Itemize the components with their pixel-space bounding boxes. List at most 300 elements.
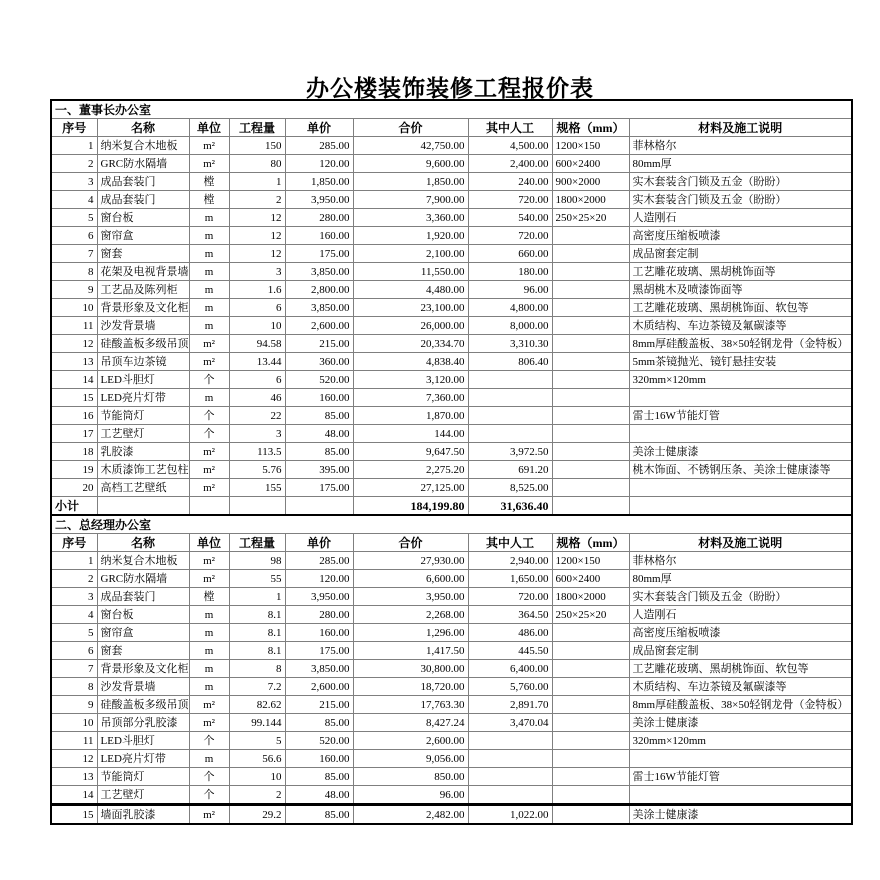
section-title-row — [51, 100, 852, 119]
cell-unit-price: 215.00 — [285, 335, 353, 353]
cell-labor: 180.00 — [468, 263, 552, 281]
cell-qty: 98 — [229, 552, 285, 570]
cell-labor: 486.00 — [468, 624, 552, 642]
cell-name: LED亮片灯带 — [97, 750, 189, 768]
cell-qty: 56.6 — [229, 750, 285, 768]
cell-labor — [468, 750, 552, 768]
cell-labor — [468, 407, 552, 425]
cell-unit-price: 48.00 — [285, 786, 353, 805]
cell-labor: 3,310.30 — [468, 335, 552, 353]
cell-unit: m — [189, 389, 229, 407]
cell-total: 3,950.00 — [353, 588, 468, 606]
column-header: 规格（mm） — [552, 119, 629, 137]
table-row — [51, 191, 852, 209]
cell-unit: m — [189, 227, 229, 245]
cell-unit: m² — [189, 443, 229, 461]
table-row — [51, 479, 852, 497]
cell-unit-price: 85.00 — [285, 714, 353, 732]
cell-no: 7 — [51, 660, 97, 678]
cell-spec — [552, 281, 629, 299]
table-row — [51, 642, 852, 660]
cell-no: 19 — [51, 461, 97, 479]
cell-spec — [552, 371, 629, 389]
cell-name: 窗帘盒 — [97, 624, 189, 642]
quotation-table-body — [51, 100, 852, 824]
cell-unit: m² — [189, 461, 229, 479]
cell-unit: m² — [189, 353, 229, 371]
cell-total: 17,763.30 — [353, 696, 468, 714]
cell-name: 沙发背景墙 — [97, 678, 189, 696]
page-title: 办公楼装饰装修工程报价表 — [306, 76, 594, 101]
column-header: 合价 — [353, 119, 468, 137]
cell-no: 14 — [51, 371, 97, 389]
section-title: 一、董事长办公室 — [51, 100, 852, 119]
cell-total: 27,125.00 — [353, 479, 468, 497]
cell-spec — [552, 353, 629, 371]
cell-note: 成品窗套定制 — [629, 642, 852, 660]
cell-unit-price: 280.00 — [285, 209, 353, 227]
cell-spec: 600×2400 — [552, 570, 629, 588]
cell-name: GRC防水隔墙 — [97, 155, 189, 173]
cell-no: 9 — [51, 696, 97, 714]
cell-labor: 8,000.00 — [468, 317, 552, 335]
table-row — [51, 173, 852, 191]
cell-name: 墙面乳胶漆 — [97, 805, 189, 825]
cell-total: 96.00 — [353, 786, 468, 805]
cell-labor: 806.40 — [468, 353, 552, 371]
cell-spec — [552, 299, 629, 317]
cell-no: 11 — [51, 732, 97, 750]
cell-total: 2,275.20 — [353, 461, 468, 479]
cell-name: 窗帘盒 — [97, 227, 189, 245]
cell-unit-price: 3,950.00 — [285, 191, 353, 209]
cell-total: 27,930.00 — [353, 552, 468, 570]
cell-note: 实木套装含门锁及五金（盼盼） — [629, 173, 852, 191]
cell-spec — [552, 768, 629, 786]
cell-total: 2,600.00 — [353, 732, 468, 750]
cell-total: 4,480.00 — [353, 281, 468, 299]
cell-unit-price: 85.00 — [285, 768, 353, 786]
subtotal-empty-cell — [552, 497, 629, 516]
cell-unit: 樘 — [189, 191, 229, 209]
cell-unit-price: 285.00 — [285, 552, 353, 570]
cell-labor: 96.00 — [468, 281, 552, 299]
cell-note: 8mm厚硅酸盖板、38×50轻钢龙骨（金特板） — [629, 696, 852, 714]
cell-note: 人造刚石 — [629, 209, 852, 227]
cell-labor: 2,400.00 — [468, 155, 552, 173]
cell-total: 9,600.00 — [353, 155, 468, 173]
cell-no: 13 — [51, 353, 97, 371]
table-row — [51, 732, 852, 750]
table-row — [51, 281, 852, 299]
cell-no: 20 — [51, 479, 97, 497]
table-row — [51, 137, 852, 155]
cell-unit-price: 360.00 — [285, 353, 353, 371]
cell-labor: 720.00 — [468, 588, 552, 606]
cell-total: 42,750.00 — [353, 137, 468, 155]
cell-unit-price: 520.00 — [285, 732, 353, 750]
cell-labor: 660.00 — [468, 245, 552, 263]
cell-labor: 720.00 — [468, 191, 552, 209]
table-row — [51, 678, 852, 696]
cell-no: 11 — [51, 317, 97, 335]
cell-qty: 8 — [229, 660, 285, 678]
cell-unit: 个 — [189, 407, 229, 425]
cell-qty: 5.76 — [229, 461, 285, 479]
cell-unit-price: 3,950.00 — [285, 588, 353, 606]
cell-total: 850.00 — [353, 768, 468, 786]
cell-labor: 4,500.00 — [468, 137, 552, 155]
cell-name: 纳米复合木地板 — [97, 137, 189, 155]
cell-unit: m² — [189, 714, 229, 732]
cell-spec — [552, 407, 629, 425]
table-row — [51, 335, 852, 353]
cell-spec: 250×25×20 — [552, 606, 629, 624]
table-row — [51, 660, 852, 678]
cell-unit-price: 2,600.00 — [285, 317, 353, 335]
table-row — [51, 371, 852, 389]
cell-total: 1,417.50 — [353, 642, 468, 660]
cell-labor — [468, 786, 552, 805]
subtotal-empty-cell — [229, 497, 285, 516]
cell-unit-price: 215.00 — [285, 696, 353, 714]
cell-spec — [552, 786, 629, 805]
cell-total: 2,482.00 — [353, 805, 468, 825]
cell-note: 高密度压缩板喷漆 — [629, 624, 852, 642]
cell-labor: 3,972.50 — [468, 443, 552, 461]
cell-spec — [552, 732, 629, 750]
column-header-row — [51, 119, 852, 137]
cell-qty: 99.144 — [229, 714, 285, 732]
table-row — [51, 570, 852, 588]
cell-total: 7,900.00 — [353, 191, 468, 209]
cell-total: 11,550.00 — [353, 263, 468, 281]
cell-spec — [552, 443, 629, 461]
column-header: 工程量 — [229, 534, 285, 552]
cell-note: 320mm×120mm — [629, 371, 852, 389]
cell-note: 美涂士健康漆 — [629, 714, 852, 732]
cell-note — [629, 479, 852, 497]
cell-labor: 540.00 — [468, 209, 552, 227]
cell-no: 13 — [51, 768, 97, 786]
cell-unit: m² — [189, 335, 229, 353]
cell-total: 9,056.00 — [353, 750, 468, 768]
cell-qty: 80 — [229, 155, 285, 173]
column-header: 名称 — [97, 534, 189, 552]
cell-name: 背景形象及文化柜 — [97, 299, 189, 317]
cell-qty: 7.2 — [229, 678, 285, 696]
table-row — [51, 227, 852, 245]
subtotal-empty-cell — [189, 497, 229, 516]
cell-note: 桃木饰面、不锈钢压条、美涂士健康漆等 — [629, 461, 852, 479]
cell-labor — [468, 371, 552, 389]
table-row — [51, 425, 852, 443]
cell-unit-price: 2,600.00 — [285, 678, 353, 696]
column-header-row — [51, 534, 852, 552]
cell-no: 2 — [51, 570, 97, 588]
cell-unit: 樘 — [189, 173, 229, 191]
cell-total: 1,920.00 — [353, 227, 468, 245]
cell-note: 工艺雕花玻璃、黑胡桃饰面、软包等 — [629, 660, 852, 678]
cell-total: 1,870.00 — [353, 407, 468, 425]
cell-unit: m — [189, 263, 229, 281]
cell-no: 5 — [51, 624, 97, 642]
cell-name: 高档工艺壁纸 — [97, 479, 189, 497]
cell-labor: 3,470.04 — [468, 714, 552, 732]
column-header: 其中人工 — [468, 119, 552, 137]
cell-note: 木质结构、车边茶镜及氟碳漆等 — [629, 678, 852, 696]
cell-unit: m² — [189, 570, 229, 588]
table-row — [51, 588, 852, 606]
cell-note: 80mm厚 — [629, 155, 852, 173]
cell-total: 18,720.00 — [353, 678, 468, 696]
cell-qty: 46 — [229, 389, 285, 407]
cell-spec — [552, 642, 629, 660]
subtotal-label: 小计 — [51, 497, 97, 516]
cell-name: 窗台板 — [97, 606, 189, 624]
cell-unit: m² — [189, 696, 229, 714]
table-row — [51, 299, 852, 317]
cell-note — [629, 389, 852, 407]
cell-unit-price: 85.00 — [285, 805, 353, 825]
cell-name: 成品套装门 — [97, 588, 189, 606]
cell-unit: m — [189, 624, 229, 642]
cell-unit-price: 160.00 — [285, 227, 353, 245]
table-row — [51, 209, 852, 227]
table-row — [51, 624, 852, 642]
cell-total: 4,838.40 — [353, 353, 468, 371]
cell-labor: 240.00 — [468, 173, 552, 191]
cell-no: 10 — [51, 299, 97, 317]
cell-name: 背景形象及文化柜 — [97, 660, 189, 678]
cell-note: 实木套装含门锁及五金（盼盼） — [629, 191, 852, 209]
cell-unit-price: 175.00 — [285, 642, 353, 660]
cell-qty: 1.6 — [229, 281, 285, 299]
cell-total: 3,360.00 — [353, 209, 468, 227]
cell-spec — [552, 479, 629, 497]
cell-name: 工艺壁灯 — [97, 425, 189, 443]
cell-name: 成品套装门 — [97, 191, 189, 209]
cell-unit-price: 160.00 — [285, 389, 353, 407]
cell-unit-price: 160.00 — [285, 624, 353, 642]
table-row — [51, 155, 852, 173]
cell-unit: m² — [189, 479, 229, 497]
cell-qty: 22 — [229, 407, 285, 425]
cell-unit-price: 120.00 — [285, 155, 353, 173]
cell-name: 节能筒灯 — [97, 407, 189, 425]
cell-note: 高密度压缩板喷漆 — [629, 227, 852, 245]
table-row — [51, 245, 852, 263]
column-header: 序号 — [51, 534, 97, 552]
cell-unit: m² — [189, 552, 229, 570]
cell-labor: 4,800.00 — [468, 299, 552, 317]
cell-note: 实木套装含门锁及五金（盼盼） — [629, 588, 852, 606]
cell-spec: 1800×2000 — [552, 588, 629, 606]
cell-note: 成品窗套定制 — [629, 245, 852, 263]
cell-no: 1 — [51, 552, 97, 570]
cell-unit: 个 — [189, 786, 229, 805]
cell-name: 纳米复合木地板 — [97, 552, 189, 570]
subtotal-empty-cell — [285, 497, 353, 516]
table-row — [51, 750, 852, 768]
cell-unit: m — [189, 660, 229, 678]
cell-qty: 1 — [229, 588, 285, 606]
cell-unit-price: 48.00 — [285, 425, 353, 443]
cell-spec: 600×2400 — [552, 155, 629, 173]
cell-qty: 8.1 — [229, 642, 285, 660]
table-row — [51, 443, 852, 461]
cell-note: 320mm×120mm — [629, 732, 852, 750]
cell-spec: 250×25×20 — [552, 209, 629, 227]
subtotal-empty-cell — [629, 497, 852, 516]
cell-unit: 个 — [189, 768, 229, 786]
cell-name: 木质漆饰工艺包柱 — [97, 461, 189, 479]
cell-no: 18 — [51, 443, 97, 461]
cell-spec — [552, 678, 629, 696]
cell-unit: m — [189, 606, 229, 624]
cell-name: 成品套装门 — [97, 173, 189, 191]
cell-name: LED亮片灯带 — [97, 389, 189, 407]
cell-name: 吊顶部分乳胶漆 — [97, 714, 189, 732]
cell-spec: 1800×2000 — [552, 191, 629, 209]
cell-total: 2,268.00 — [353, 606, 468, 624]
table-row — [51, 714, 852, 732]
cell-qty: 8.1 — [229, 606, 285, 624]
cell-qty: 155 — [229, 479, 285, 497]
cell-qty: 113.5 — [229, 443, 285, 461]
cell-no: 16 — [51, 407, 97, 425]
cell-labor: 6,400.00 — [468, 660, 552, 678]
cell-unit: m² — [189, 155, 229, 173]
cell-name: 硅酸盖板多级吊顶 — [97, 335, 189, 353]
cell-qty: 13.44 — [229, 353, 285, 371]
cell-note: 菲林格尔 — [629, 137, 852, 155]
table-row — [51, 786, 852, 805]
cell-unit-price: 3,850.00 — [285, 660, 353, 678]
table-row — [51, 317, 852, 335]
cell-unit: m — [189, 317, 229, 335]
cell-no: 1 — [51, 137, 97, 155]
cell-qty: 1 — [229, 173, 285, 191]
cell-spec — [552, 714, 629, 732]
cell-qty: 12 — [229, 227, 285, 245]
cell-note: 木质结构、车边茶镜及氟碳漆等 — [629, 317, 852, 335]
cell-total: 2,100.00 — [353, 245, 468, 263]
column-header: 材料及施工说明 — [629, 119, 852, 137]
cell-name: 窗台板 — [97, 209, 189, 227]
cell-no: 4 — [51, 606, 97, 624]
cell-unit-price: 3,850.00 — [285, 263, 353, 281]
table-row — [51, 768, 852, 786]
cell-no: 10 — [51, 714, 97, 732]
cell-total: 3,120.00 — [353, 371, 468, 389]
column-header: 其中人工 — [468, 534, 552, 552]
cell-unit: 个 — [189, 371, 229, 389]
cell-unit-price: 1,850.00 — [285, 173, 353, 191]
cell-total: 144.00 — [353, 425, 468, 443]
cell-spec — [552, 245, 629, 263]
cell-unit: m² — [189, 805, 229, 825]
quotation-table — [50, 99, 853, 825]
cell-note: 雷士16W节能灯管 — [629, 407, 852, 425]
cell-labor: 364.50 — [468, 606, 552, 624]
cell-qty: 12 — [229, 209, 285, 227]
cell-unit: m — [189, 642, 229, 660]
cell-note: 人造刚石 — [629, 606, 852, 624]
cell-spec — [552, 660, 629, 678]
cell-qty: 12 — [229, 245, 285, 263]
cell-no: 15 — [51, 805, 97, 825]
cell-no: 5 — [51, 209, 97, 227]
cell-total: 23,100.00 — [353, 299, 468, 317]
cell-spec — [552, 805, 629, 825]
cell-qty: 2 — [229, 786, 285, 805]
cell-no: 6 — [51, 642, 97, 660]
cell-unit: m — [189, 299, 229, 317]
cell-no: 8 — [51, 263, 97, 281]
cell-spec — [552, 461, 629, 479]
cell-spec — [552, 624, 629, 642]
cell-unit-price: 160.00 — [285, 750, 353, 768]
cell-unit: 个 — [189, 425, 229, 443]
cell-unit: 樘 — [189, 588, 229, 606]
cell-total: 6,600.00 — [353, 570, 468, 588]
cell-qty: 2 — [229, 191, 285, 209]
column-header: 单位 — [189, 534, 229, 552]
table-row — [51, 389, 852, 407]
table-row — [51, 461, 852, 479]
cell-no: 3 — [51, 173, 97, 191]
cell-note: 雷士16W节能灯管 — [629, 768, 852, 786]
cell-unit: m — [189, 245, 229, 263]
cell-unit-price: 175.00 — [285, 479, 353, 497]
cell-no: 4 — [51, 191, 97, 209]
cell-total: 1,296.00 — [353, 624, 468, 642]
column-header: 材料及施工说明 — [629, 534, 852, 552]
cell-labor — [468, 732, 552, 750]
cell-unit: m — [189, 209, 229, 227]
cell-unit-price: 280.00 — [285, 606, 353, 624]
cell-qty: 150 — [229, 137, 285, 155]
cell-spec — [552, 317, 629, 335]
cell-total: 7,360.00 — [353, 389, 468, 407]
column-header: 单价 — [285, 534, 353, 552]
cell-labor: 5,760.00 — [468, 678, 552, 696]
cell-total: 30,800.00 — [353, 660, 468, 678]
cell-name: 工艺壁灯 — [97, 786, 189, 805]
cell-no: 14 — [51, 786, 97, 805]
cell-note: 美涂士健康漆 — [629, 443, 852, 461]
cell-qty: 8.1 — [229, 624, 285, 642]
column-header: 合价 — [353, 534, 468, 552]
cell-note: 工艺雕花玻璃、黑胡桃饰面、软包等 — [629, 299, 852, 317]
column-header: 序号 — [51, 119, 97, 137]
cell-note: 80mm厚 — [629, 570, 852, 588]
cell-spec: 900×2000 — [552, 173, 629, 191]
cell-name: 吊顶车边茶镜 — [97, 353, 189, 371]
cell-labor: 2,891.70 — [468, 696, 552, 714]
subtotal-row — [51, 497, 852, 516]
subtotal-labor: 31,636.40 — [468, 497, 552, 516]
cell-labor: 691.20 — [468, 461, 552, 479]
cell-unit-price: 85.00 — [285, 407, 353, 425]
cell-note: 8mm厚硅酸盖板、38×50轻钢龙骨（金特板） — [629, 335, 852, 353]
cell-spec — [552, 335, 629, 353]
cell-qty: 3 — [229, 263, 285, 281]
cell-qty: 82.62 — [229, 696, 285, 714]
cell-unit-price: 395.00 — [285, 461, 353, 479]
cell-spec — [552, 750, 629, 768]
